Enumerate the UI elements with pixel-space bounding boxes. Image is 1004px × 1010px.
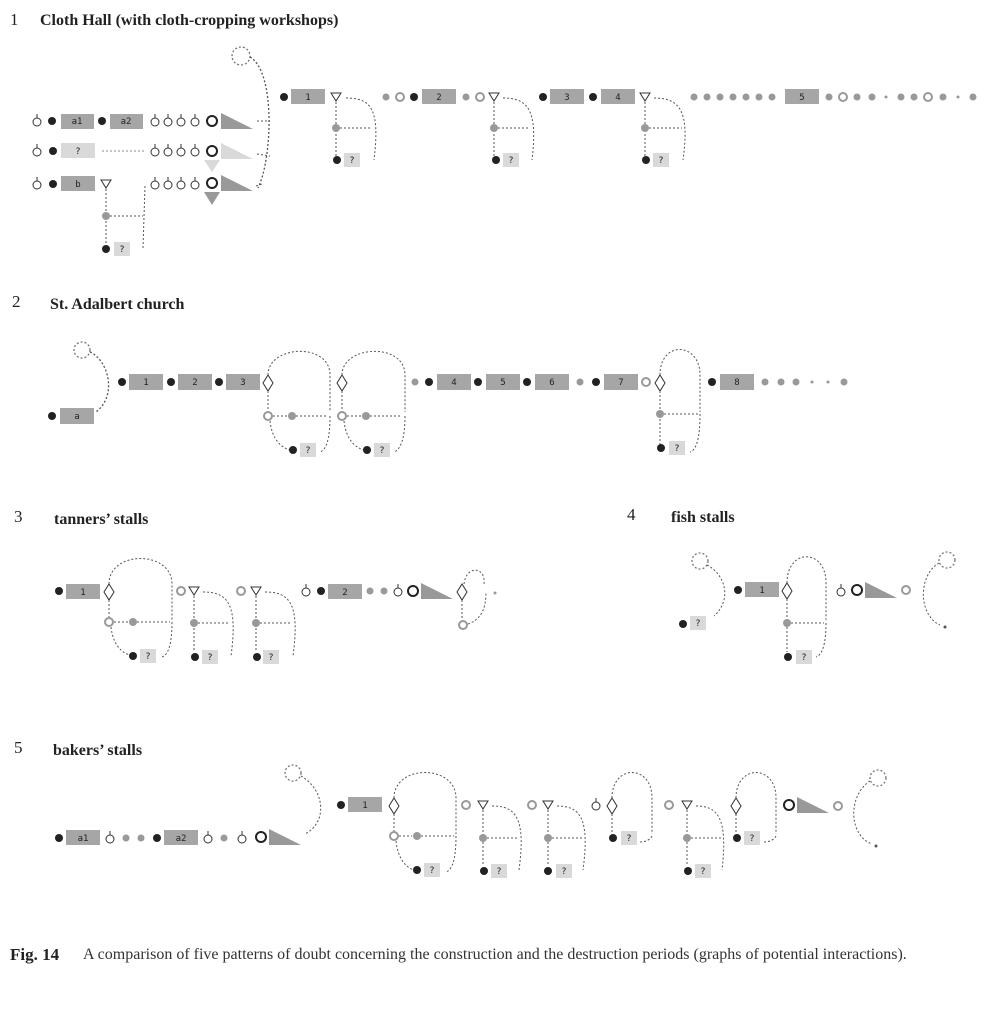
figure-caption-text: A comparison of five patterns of doubt concerning the construction and the destruction periods (graphs of potential interactions).: [83, 946, 907, 963]
box-1: 1: [759, 586, 765, 596]
box-a1: a1: [71, 117, 83, 127]
figure-label: Fig. 14: [10, 945, 60, 964]
box-2: 2: [192, 378, 198, 388]
box-a2: a2: [175, 834, 187, 844]
box-2: 2: [342, 588, 348, 598]
section-1-number: 1: [10, 10, 19, 29]
section-5-number: 5: [14, 738, 23, 757]
unknown-box: ?: [496, 867, 502, 877]
unknown-box: ?: [508, 156, 514, 166]
box-3: 3: [240, 378, 246, 388]
box-5: 5: [500, 378, 506, 388]
unknown-box: ?: [145, 652, 151, 662]
unknown-box: ?: [700, 867, 706, 877]
box-b: b: [75, 180, 81, 190]
unknown-box: ?: [305, 446, 311, 456]
unknown-box: ?: [429, 866, 435, 876]
graph-fish-stalls: [679, 552, 955, 664]
unknown-box: ?: [561, 867, 567, 877]
unknown-box: ?: [695, 619, 701, 629]
box-4: 4: [615, 93, 621, 103]
unknown-box: ?: [207, 653, 213, 663]
box-6: 6: [549, 378, 555, 388]
section-3-title: tanners’ stalls: [54, 511, 149, 528]
box-1: 1: [143, 378, 149, 388]
section-3-number: 3: [14, 507, 23, 526]
section-5-title: bakers’ stalls: [53, 742, 143, 759]
box-2: 2: [436, 93, 442, 103]
section-1-title: Cloth Hall (with cloth-cropping workshops): [40, 12, 339, 29]
figure-caption: [10, 944, 990, 966]
box-1: 1: [362, 801, 368, 811]
graph-st-adalbert: [48, 342, 848, 457]
box-3: 3: [564, 93, 570, 103]
unknown-box: ?: [658, 156, 664, 166]
unknown-box: ?: [801, 653, 807, 663]
box-7: 7: [618, 378, 624, 388]
box-unknown: ?: [75, 147, 81, 157]
section-4-number: 4: [627, 505, 636, 524]
section-2-title: St. Adalbert church: [50, 296, 185, 313]
graph-tanners-stalls: [55, 559, 497, 665]
unknown-box: ?: [379, 446, 385, 456]
unknown-box: ?: [349, 156, 355, 166]
box-a: a: [74, 412, 80, 422]
box-1: 1: [305, 93, 311, 103]
box-8: 8: [734, 378, 740, 388]
unknown-box: ?: [268, 653, 274, 663]
box-a2: a2: [120, 117, 132, 127]
box-5: 5: [799, 93, 805, 103]
graph-cloth-hall: [33, 47, 977, 256]
section-4-title: fish stalls: [671, 509, 735, 526]
unknown-box: ?: [626, 834, 632, 844]
box-1: 1: [80, 588, 86, 598]
unknown-box: ?: [119, 245, 125, 255]
box-4: 4: [451, 378, 457, 388]
box-a1: a1: [77, 834, 89, 844]
graph-bakers-stalls: [55, 765, 886, 878]
unknown-box: ?: [749, 834, 755, 844]
section-2-number: 2: [12, 292, 21, 311]
unknown-box: ?: [674, 444, 680, 454]
